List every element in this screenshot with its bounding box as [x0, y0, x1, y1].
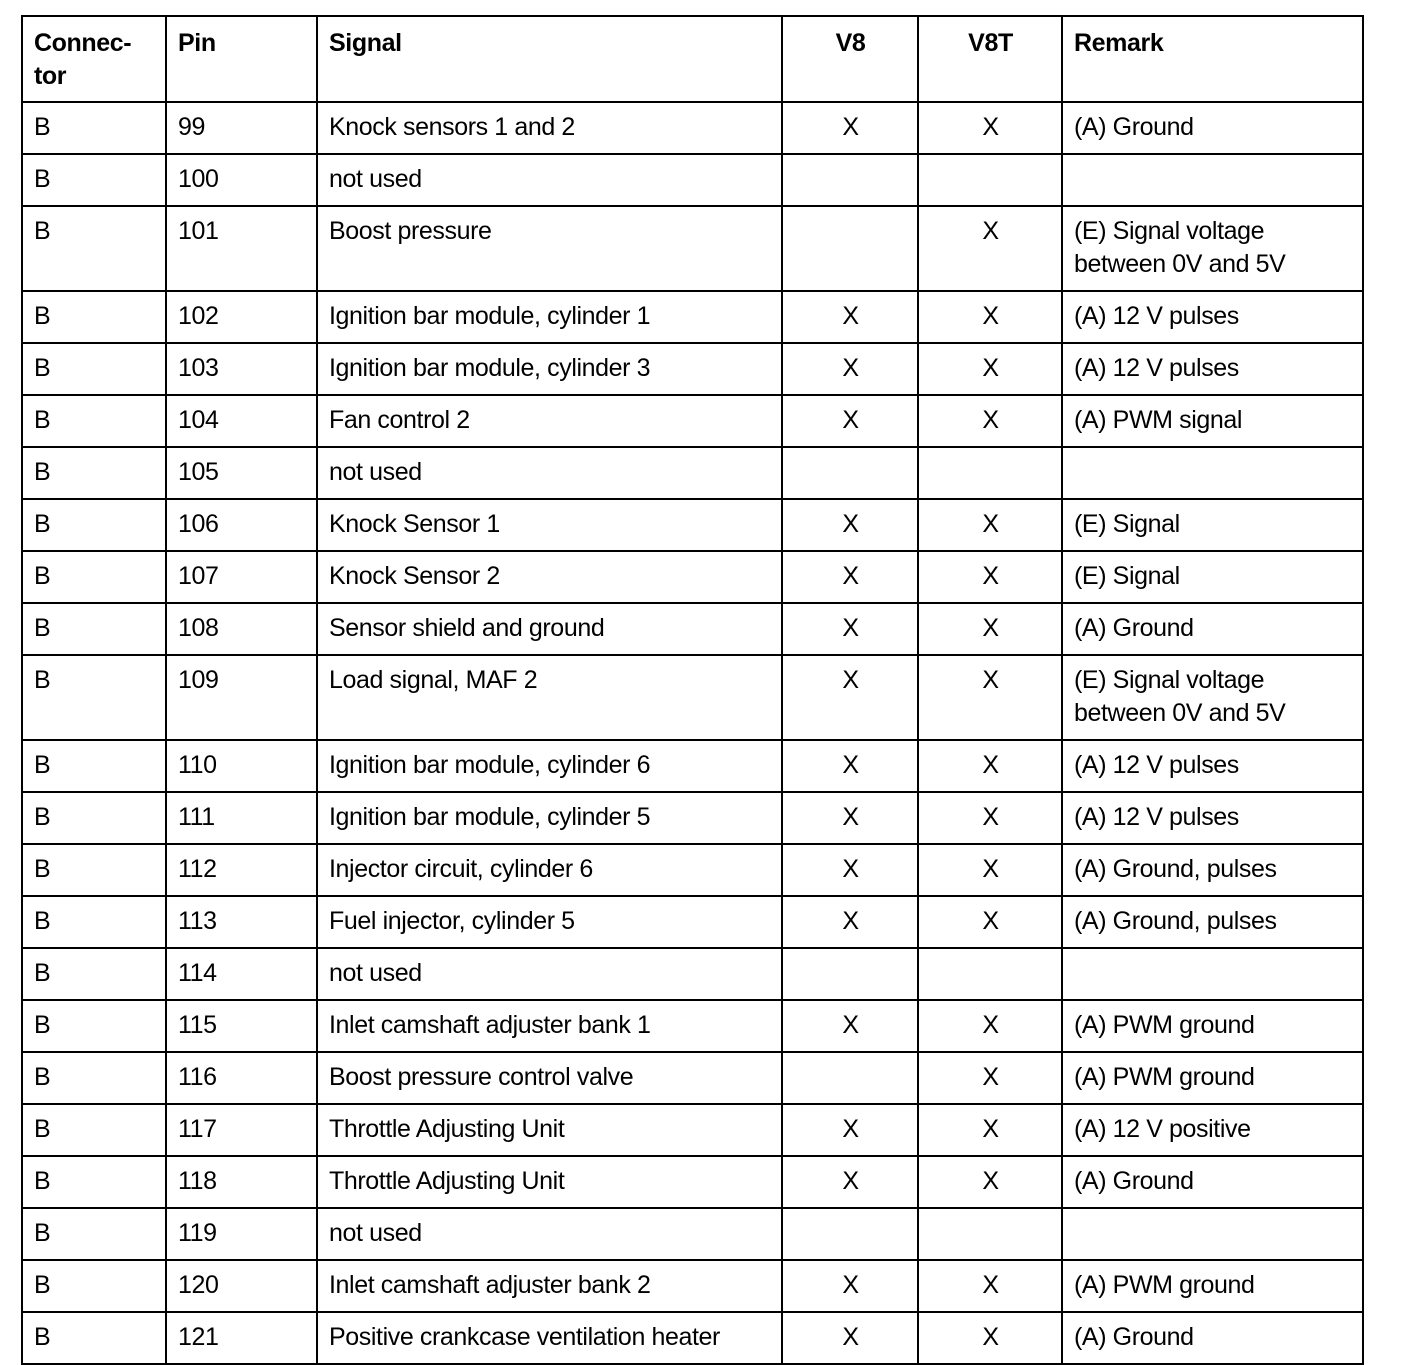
cell-signal: Ignition bar module, cylinder 5: [317, 792, 782, 844]
cell-pin: 112: [166, 844, 317, 896]
cell-connector: B: [22, 291, 166, 343]
cell-pin: 118: [166, 1156, 317, 1208]
table-row: [22, 154, 1363, 206]
header-signal: Signal: [317, 16, 782, 102]
cell-pin: 101: [166, 206, 317, 291]
cell-v8: X: [782, 1000, 918, 1052]
table-row: [22, 948, 1363, 1000]
table-row: [22, 844, 1363, 896]
cell-v8t: X: [918, 206, 1062, 291]
cell-v8: [782, 154, 918, 206]
cell-signal: Boost pressure: [317, 206, 782, 291]
cell-signal: Knock sensors 1 and 2: [317, 102, 782, 154]
table-row: [22, 655, 1363, 740]
cell-remark: [1062, 447, 1363, 499]
cell-pin: 103: [166, 343, 317, 395]
header-v8: V8: [782, 16, 918, 102]
cell-signal: not used: [317, 154, 782, 206]
cell-signal: Ignition bar module, cylinder 3: [317, 343, 782, 395]
cell-remark: (A) Ground: [1062, 1312, 1363, 1364]
cell-signal: Positive crankcase ventilation heater: [317, 1312, 782, 1364]
cell-v8t: X: [918, 1052, 1062, 1104]
cell-v8: [782, 1052, 918, 1104]
cell-connector: B: [22, 102, 166, 154]
cell-connector: B: [22, 948, 166, 1000]
table-row: [22, 1260, 1363, 1312]
cell-signal: Boost pressure control valve: [317, 1052, 782, 1104]
cell-pin: 110: [166, 740, 317, 792]
cell-signal: Fan control 2: [317, 395, 782, 447]
cell-remark: (A) Ground: [1062, 603, 1363, 655]
cell-v8t: X: [918, 1260, 1062, 1312]
cell-connector: B: [22, 395, 166, 447]
cell-v8t: X: [918, 499, 1062, 551]
cell-v8: X: [782, 291, 918, 343]
cell-signal: not used: [317, 447, 782, 499]
table-row: [22, 447, 1363, 499]
cell-pin: 104: [166, 395, 317, 447]
table-row: [22, 1104, 1363, 1156]
cell-signal: Knock Sensor 2: [317, 551, 782, 603]
table-row: [22, 499, 1363, 551]
cell-v8: [782, 206, 918, 291]
cell-v8: X: [782, 792, 918, 844]
table-row: [22, 792, 1363, 844]
cell-remark: (A) PWM ground: [1062, 1000, 1363, 1052]
cell-remark: (A) Ground: [1062, 1156, 1363, 1208]
table-row: [22, 896, 1363, 948]
cell-v8t: X: [918, 343, 1062, 395]
cell-pin: 115: [166, 1000, 317, 1052]
cell-v8: X: [782, 499, 918, 551]
cell-signal: Knock Sensor 1: [317, 499, 782, 551]
cell-v8t: X: [918, 1000, 1062, 1052]
cell-v8: [782, 1208, 918, 1260]
cell-v8: X: [782, 896, 918, 948]
cell-pin: 111: [166, 792, 317, 844]
cell-pin: 117: [166, 1104, 317, 1156]
cell-v8t: X: [918, 1312, 1062, 1364]
cell-v8: X: [782, 343, 918, 395]
cell-v8t: X: [918, 551, 1062, 603]
table-row: [22, 102, 1363, 154]
cell-signal: Fuel injector, cylinder 5: [317, 896, 782, 948]
cell-connector: B: [22, 499, 166, 551]
table-row: [22, 1312, 1363, 1364]
table-row: [22, 603, 1363, 655]
cell-pin: 121: [166, 1312, 317, 1364]
cell-v8: X: [782, 102, 918, 154]
cell-v8t: [918, 154, 1062, 206]
cell-remark: (A) Ground: [1062, 102, 1363, 154]
cell-connector: B: [22, 844, 166, 896]
cell-v8t: X: [918, 102, 1062, 154]
cell-connector: B: [22, 1208, 166, 1260]
header-row: [22, 16, 1363, 102]
cell-connector: B: [22, 896, 166, 948]
cell-v8t: X: [918, 291, 1062, 343]
cell-remark: [1062, 154, 1363, 206]
cell-v8: X: [782, 740, 918, 792]
cell-connector: B: [22, 343, 166, 395]
cell-connector: B: [22, 1260, 166, 1312]
cell-connector: B: [22, 1052, 166, 1104]
cell-v8t: [918, 1208, 1062, 1260]
cell-v8: [782, 447, 918, 499]
cell-v8: X: [782, 1260, 918, 1312]
cell-signal: Sensor shield and ground: [317, 603, 782, 655]
cell-v8t: X: [918, 1156, 1062, 1208]
cell-v8: [782, 948, 918, 1000]
cell-pin: 105: [166, 447, 317, 499]
table-row: [22, 206, 1363, 291]
cell-pin: 114: [166, 948, 317, 1000]
cell-signal: not used: [317, 948, 782, 1000]
cell-signal: Throttle Adjusting Unit: [317, 1104, 782, 1156]
cell-v8: X: [782, 655, 918, 740]
header-remark: Remark: [1062, 16, 1363, 102]
cell-v8t: [918, 948, 1062, 1000]
cell-connector: B: [22, 551, 166, 603]
table-row: [22, 343, 1363, 395]
cell-v8t: X: [918, 395, 1062, 447]
cell-remark: [1062, 948, 1363, 1000]
cell-v8t: X: [918, 603, 1062, 655]
cell-pin: 102: [166, 291, 317, 343]
header-v8t: V8T: [918, 16, 1062, 102]
cell-v8: X: [782, 603, 918, 655]
cell-signal: Injector circuit, cylinder 6: [317, 844, 782, 896]
cell-connector: B: [22, 1104, 166, 1156]
pin-assignment-table: [21, 15, 1364, 1365]
cell-remark: (A) Ground, pulses: [1062, 896, 1363, 948]
table-row: [22, 1000, 1363, 1052]
cell-connector: B: [22, 740, 166, 792]
cell-remark: (A) 12 V pulses: [1062, 343, 1363, 395]
cell-signal: not used: [317, 1208, 782, 1260]
table-row: [22, 551, 1363, 603]
cell-remark: (A) PWM ground: [1062, 1052, 1363, 1104]
cell-remark: (A) 12 V pulses: [1062, 792, 1363, 844]
table-row: [22, 291, 1363, 343]
cell-v8: X: [782, 844, 918, 896]
cell-connector: B: [22, 655, 166, 740]
table-row: [22, 395, 1363, 447]
cell-v8t: X: [918, 655, 1062, 740]
cell-v8t: X: [918, 896, 1062, 948]
cell-remark: [1062, 1208, 1363, 1260]
cell-remark: (A) PWM signal: [1062, 395, 1363, 447]
cell-connector: B: [22, 206, 166, 291]
cell-pin: 99: [166, 102, 317, 154]
cell-remark: (A) PWM ground: [1062, 1260, 1363, 1312]
cell-v8t: X: [918, 1104, 1062, 1156]
cell-remark: (E) Signal voltage between 0V and 5V: [1062, 655, 1363, 740]
table-row: [22, 740, 1363, 792]
cell-pin: 100: [166, 154, 317, 206]
cell-connector: B: [22, 1000, 166, 1052]
cell-remark: (A) 12 V pulses: [1062, 740, 1363, 792]
cell-signal: Ignition bar module, cylinder 1: [317, 291, 782, 343]
cell-v8t: X: [918, 740, 1062, 792]
cell-connector: B: [22, 1312, 166, 1364]
cell-connector: B: [22, 603, 166, 655]
cell-connector: B: [22, 792, 166, 844]
cell-remark: (E) Signal: [1062, 551, 1363, 603]
cell-signal: Inlet camshaft adjuster bank 1: [317, 1000, 782, 1052]
cell-pin: 107: [166, 551, 317, 603]
cell-pin: 109: [166, 655, 317, 740]
cell-remark: (A) Ground, pulses: [1062, 844, 1363, 896]
cell-pin: 113: [166, 896, 317, 948]
header-pin: Pin: [166, 16, 317, 102]
cell-v8: X: [782, 1312, 918, 1364]
cell-v8t: X: [918, 844, 1062, 896]
cell-remark: (A) 12 V positive: [1062, 1104, 1363, 1156]
cell-pin: 116: [166, 1052, 317, 1104]
cell-v8: X: [782, 395, 918, 447]
cell-connector: B: [22, 447, 166, 499]
cell-signal: Ignition bar module, cylinder 6: [317, 740, 782, 792]
cell-signal: Load signal, MAF 2: [317, 655, 782, 740]
table-row: [22, 1208, 1363, 1260]
cell-v8: X: [782, 1104, 918, 1156]
header-connector: Connec- tor: [22, 16, 166, 102]
cell-v8t: X: [918, 792, 1062, 844]
cell-remark: (E) Signal: [1062, 499, 1363, 551]
cell-signal: Throttle Adjusting Unit: [317, 1156, 782, 1208]
cell-remark: (E) Signal voltage between 0V and 5V: [1062, 206, 1363, 291]
table-row: [22, 1052, 1363, 1104]
cell-pin: 106: [166, 499, 317, 551]
cell-v8: X: [782, 551, 918, 603]
cell-v8: X: [782, 1156, 918, 1208]
cell-pin: 108: [166, 603, 317, 655]
cell-v8t: [918, 447, 1062, 499]
cell-connector: B: [22, 154, 166, 206]
cell-pin: 119: [166, 1208, 317, 1260]
cell-pin: 120: [166, 1260, 317, 1312]
table-row: [22, 1156, 1363, 1208]
cell-remark: (A) 12 V pulses: [1062, 291, 1363, 343]
cell-connector: B: [22, 1156, 166, 1208]
cell-signal: Inlet camshaft adjuster bank 2: [317, 1260, 782, 1312]
